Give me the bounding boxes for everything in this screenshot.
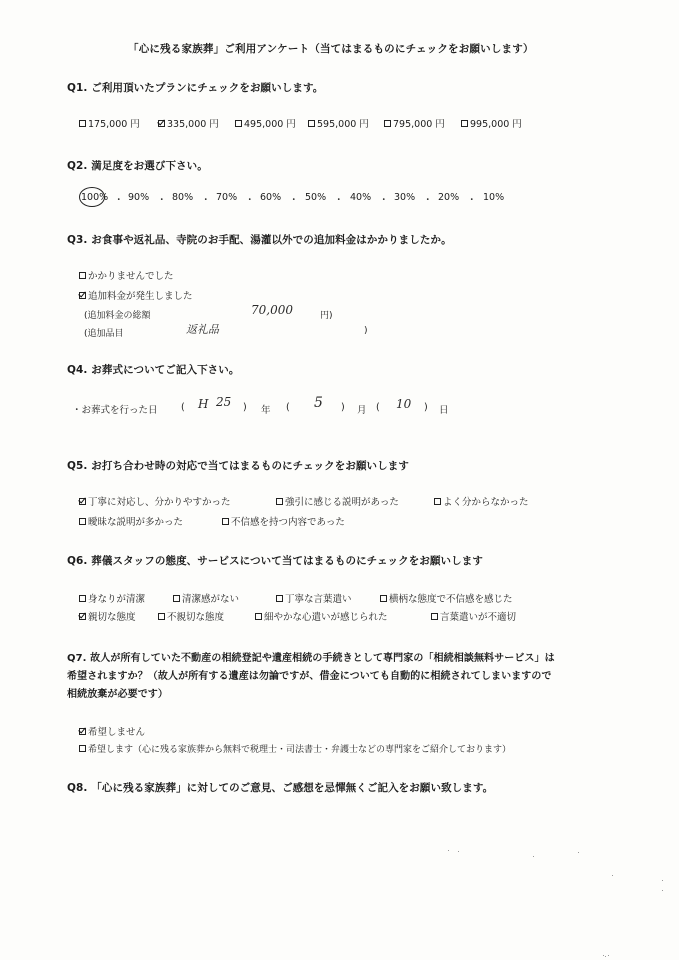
checkbox[interactable]: [380, 595, 387, 602]
q2-scale-50[interactable]: 50%: [305, 192, 327, 203]
q3-option-none[interactable]: かかりませんでした: [79, 268, 174, 282]
q7-option-no[interactable]: 希望しません: [79, 724, 145, 738]
separator: ・: [289, 195, 299, 206]
q6-option-unkind[interactable]: 不親切な態度: [158, 609, 224, 623]
q2-scale-60[interactable]: 60%: [260, 192, 282, 203]
scan-speck: [605, 956, 606, 957]
q5-option-vague[interactable]: 曖昧な説明が多かった: [79, 514, 183, 528]
q1-option-175000[interactable]: 175,000 円: [79, 116, 140, 130]
q3-total-value[interactable]: 70,000: [251, 303, 293, 317]
day-unit: 日: [439, 405, 449, 416]
q2-scale-20[interactable]: 20%: [438, 192, 460, 203]
q6-option-thoughtful[interactable]: 細やかな心遣いが感じられた: [255, 609, 388, 623]
checkbox[interactable]: [255, 613, 262, 620]
paren-open: (: [286, 402, 290, 413]
checkbox-checked[interactable]: [79, 728, 86, 735]
separator: ・: [334, 195, 344, 206]
q1-option-995000[interactable]: 995,000 円: [461, 116, 522, 130]
q2-scale-10[interactable]: 10%: [483, 192, 505, 203]
q2-scale-80[interactable]: 80%: [172, 192, 194, 203]
q7-option-yes[interactable]: 希望します（心に残る家族葬から無料で税理士・司法書士・弁護士などの専門家をご紹介しております）: [79, 742, 511, 755]
checkbox[interactable]: [384, 120, 391, 127]
scan-speck: [603, 955, 604, 956]
q6-question: Q6. 葬儀スタッフの態度、サービスについて当てはまるものにチェックをお願いします: [67, 555, 483, 567]
checkbox[interactable]: [79, 120, 86, 127]
checkbox[interactable]: [308, 120, 315, 127]
q3-item-label: (追加品目: [84, 329, 124, 339]
checkbox[interactable]: [431, 613, 438, 620]
q8-question: Q8. 「心に残る家族葬」に対してのご意見、ご感想を忌憚無くご記入をお願い致します。: [67, 782, 494, 794]
q6-option-polite-words[interactable]: 丁寧な言葉遣い: [276, 591, 352, 605]
q5-question: Q5. お打ち合わせ時の対応で当てはまるものにチェックをお願いします: [67, 460, 409, 472]
q5-option-unclear[interactable]: よく分からなかった: [434, 494, 529, 508]
scan-speck: [448, 850, 449, 851]
scan-speck: [662, 890, 663, 891]
scan-speck: [533, 856, 534, 857]
scan-speck: [662, 880, 663, 881]
q6-option-unclean[interactable]: 清潔感がない: [173, 591, 239, 605]
q3-total-unit: 円): [320, 311, 333, 321]
q1-question: Q1. ご利用頂いたプランにチェックをお願いします。: [67, 82, 324, 94]
paren-close: ): [424, 402, 428, 413]
q2-scale-30[interactable]: 30%: [394, 192, 416, 203]
q5-option-distrust[interactable]: 不信感を持つ内容であった: [222, 514, 345, 528]
q4-month-input[interactable]: 5: [314, 395, 323, 411]
separator: ・: [467, 195, 477, 206]
q6-option-kind[interactable]: 親切な態度: [79, 609, 136, 623]
checkbox[interactable]: [79, 272, 86, 279]
q2-scale-40[interactable]: 40%: [350, 192, 372, 203]
q6-option-improper-words[interactable]: 言葉遣いが不適切: [431, 609, 516, 623]
q6-option-clean[interactable]: 身なりが清潔: [79, 591, 145, 605]
q3-total-label: (追加料金の総額: [84, 311, 151, 321]
checkbox-checked[interactable]: [79, 613, 86, 620]
checkbox[interactable]: [173, 595, 180, 602]
scan-speck: [612, 875, 613, 876]
checkbox[interactable]: [461, 120, 468, 127]
q7-question-line2: 希望されますか？（故人が所有する遺産は勿論ですが、借金についても自動的に相続されてしまいますので: [67, 671, 552, 682]
q1-option-495000[interactable]: 495,000 円: [235, 116, 296, 130]
q6-option-arrogant[interactable]: 横柄な態度で不信感を感じた: [380, 591, 513, 605]
checkbox[interactable]: [79, 745, 86, 752]
checkbox[interactable]: [158, 613, 165, 620]
q7-question-line3: 相続放棄が必要です）: [67, 689, 168, 700]
scan-speck: [578, 852, 579, 853]
q3-option-extra[interactable]: 追加料金が発生しました: [79, 288, 193, 302]
q1-option-595000[interactable]: 595,000 円: [308, 116, 369, 130]
paren-open: (: [376, 402, 380, 413]
scan-speck: [458, 851, 459, 852]
survey-title: 「心に残る家族葬」ご利用アンケート（当てはまるものにチェックをお願いします）: [128, 43, 534, 55]
q4-day-input[interactable]: 10: [396, 397, 412, 411]
q2-scale-70[interactable]: 70%: [216, 192, 238, 203]
separator: ・: [379, 195, 389, 206]
checkbox-checked[interactable]: [79, 498, 86, 505]
paren-open: (: [181, 402, 185, 413]
q3-item-value[interactable]: 返礼品: [186, 323, 219, 336]
q1-option-335000[interactable]: 335,000 円: [158, 116, 219, 130]
q4-date-label: ・お葬式を行った日: [72, 405, 158, 416]
q4-year-input[interactable]: 25: [216, 395, 232, 409]
q4-question: Q4. お葬式についてご記入下さい。: [67, 364, 240, 376]
paren-close: ): [243, 402, 247, 413]
separator: ・: [114, 195, 124, 206]
separator: ・: [157, 195, 167, 206]
year-unit: 年: [261, 405, 271, 416]
checkbox[interactable]: [276, 595, 283, 602]
checkbox[interactable]: [434, 498, 441, 505]
checkbox[interactable]: [79, 595, 86, 602]
paren-close: ): [341, 402, 345, 413]
checkbox-checked[interactable]: [79, 292, 86, 299]
checkbox[interactable]: [276, 498, 283, 505]
checkbox[interactable]: [79, 518, 86, 525]
q4-era-input[interactable]: H: [198, 397, 209, 411]
q2-scale-90[interactable]: 90%: [128, 192, 150, 203]
separator: ・: [423, 195, 433, 206]
separator: ・: [245, 195, 255, 206]
checkbox[interactable]: [222, 518, 229, 525]
checkbox[interactable]: [235, 120, 242, 127]
q3-question: Q3. お食事や返礼品、寺院のお手配、湯灌以外での追加料金はかかりましたか。: [67, 234, 452, 246]
separator: ・: [201, 195, 211, 206]
q1-option-795000[interactable]: 795,000 円: [384, 116, 445, 130]
checkbox-checked[interactable]: [158, 120, 165, 127]
q5-option-pushy[interactable]: 強引に感じる説明があった: [276, 494, 399, 508]
q2-question: Q2. 満足度をお選び下さい。: [67, 160, 208, 172]
q7-question-line1: Q7. 故人が所有していた不動産の相続登記や遺産相続の手続きとして専門家の「相続相談無料サービス」は: [67, 653, 555, 664]
scan-speck: [608, 955, 609, 956]
q3-item-close: ): [364, 326, 368, 336]
month-unit: 月: [357, 405, 367, 416]
q8-answer-area[interactable]: [67, 800, 612, 940]
q2-scale-100[interactable]: 100%: [81, 192, 109, 203]
q5-option-polite[interactable]: 丁寧に対応し、分かりやすかった: [79, 494, 231, 508]
